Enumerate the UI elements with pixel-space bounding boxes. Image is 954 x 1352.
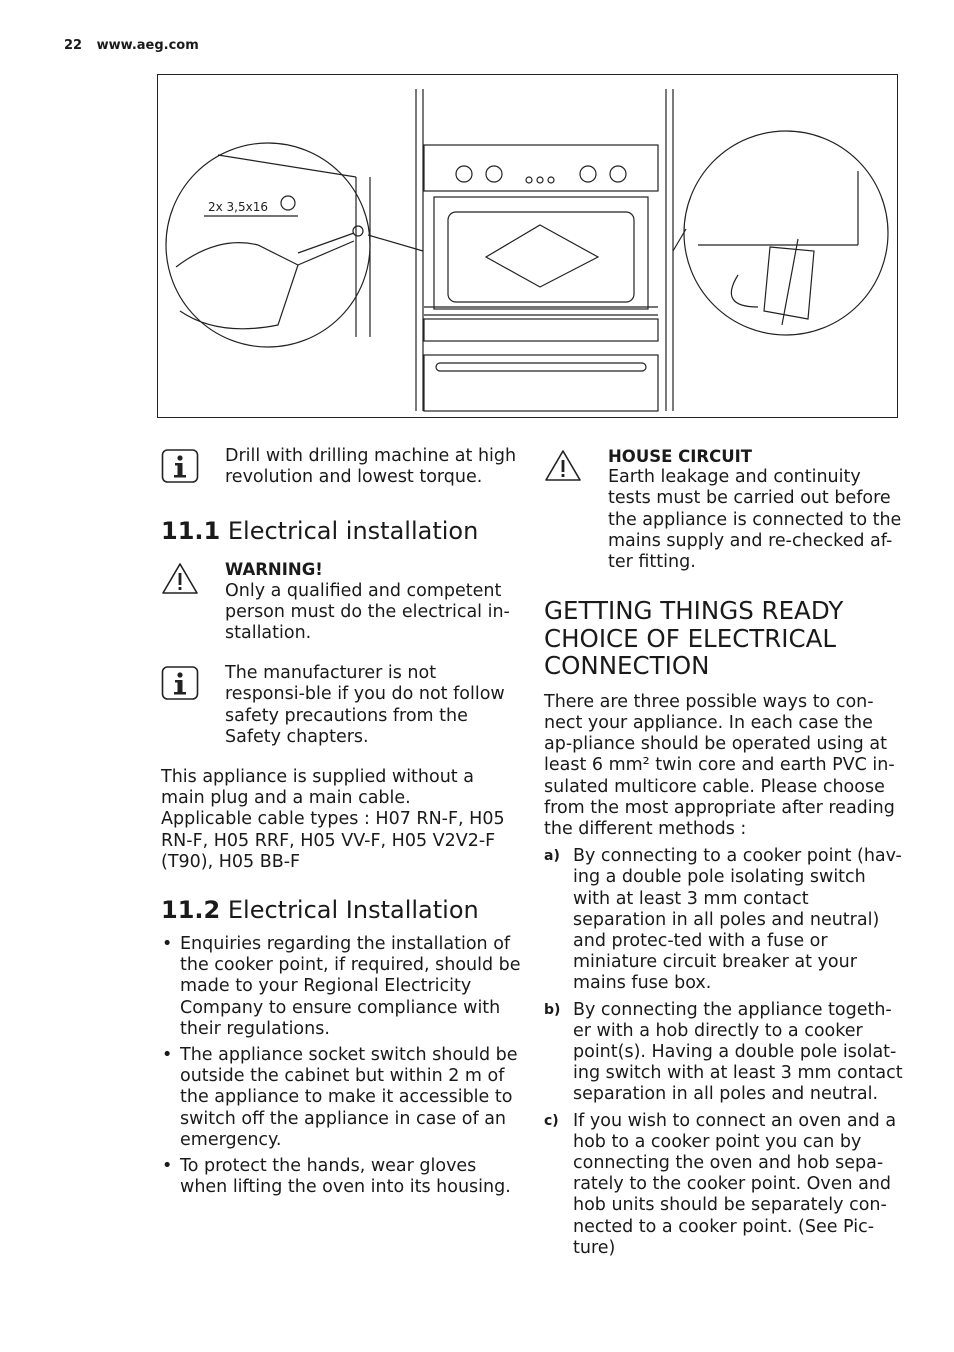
- section-11-1-heading: [161, 517, 521, 545]
- connection-heading-line: GETTING THINGS READY: [544, 596, 844, 626]
- warning-note: [161, 559, 521, 644]
- warning-icon: [544, 446, 584, 486]
- house-circuit-text: Earth leakage and continuity tests must be carried out before the appliance is connected to the mains supply and re-checked af-ter fitting.: [608, 467, 902, 573]
- method-item: [544, 846, 904, 994]
- method-marker: a): [544, 848, 560, 865]
- section-11-2-heading: [161, 896, 521, 924]
- info-icon: [161, 663, 201, 703]
- oven-installation-illustration: [158, 75, 899, 419]
- house-circuit-note: [544, 446, 904, 573]
- cable-types-paragraph: Applicable cable types : H07 RN-F, H05 RN-F, H05 RRF, H05 VV-F, H05 V2V2-F (T90), H05 BB-F: [161, 809, 505, 872]
- installation-figure: [157, 74, 898, 418]
- left-column: [161, 446, 521, 1203]
- warning-icon: [161, 559, 201, 599]
- installation-bullets: [161, 934, 521, 1198]
- site-url: www.aeg.com: [96, 38, 199, 53]
- connection-intro: There are three possible ways to con-nect your appliance. In each case the ap-pliance should be operated using at least 6 mm² twin core and earth PVC in-sulated multicore cable. Please choose from the most appropriate after reading the different methods :: [544, 691, 895, 839]
- connection-heading: [544, 597, 904, 680]
- warning-label: WARNING!: [225, 560, 323, 580]
- section-11-2-title: Electrical Installation: [227, 896, 479, 925]
- bullet-item: • Enquiries regarding the installation of the cooker point, if required, should be made to your Regional Electricity Company to ensure compliance with their regulations.: [161, 934, 521, 1040]
- info-manufacturer-text: The manufacturer is not responsi-ble if you do not follow safety precautions from the Safety chapters.: [225, 663, 505, 747]
- method-text: By connecting the appliance togeth-er with a hob directly to a cooker point(s). Having a double pole isolat-ing switch with at least 3 mm contact separation in all poles and neutral.: [573, 999, 903, 1105]
- page-number: 22: [64, 38, 83, 53]
- info-note-manufacturer: [161, 663, 521, 748]
- supply-paragraph: This appliance is supplied without a main plug and a main cable.: [161, 767, 474, 809]
- method-item: [544, 1000, 904, 1106]
- section-11-1-number: 11.1: [161, 517, 221, 546]
- info-drill-text: Drill with drilling machine at high revolution and lowest torque.: [225, 446, 517, 488]
- section-11-1-title: Electrical installation: [227, 517, 479, 546]
- method-text: By connecting to a cooker point (hav-ing a double pole isolating switch with at least 3 mm contact separation in all poles and neutral) and protec-ted with a fuse or miniature circuit breaker at your mains fuse box.: [573, 846, 902, 994]
- section-11-2-number: 11.2: [161, 896, 221, 925]
- right-column: [544, 446, 904, 1264]
- warning-text: Only a qualified and competent person must do the electrical in-stallation.: [225, 580, 510, 644]
- method-text: If you wish to connect an oven and a hob to a cooker point you can by connecting the oven and hob sepa-rately to the cooker point. Oven and hob units should be separately con-nected to a cooker point. (See Pic-ture): [573, 1110, 897, 1258]
- info-icon: [161, 446, 201, 486]
- method-marker: b): [544, 1001, 561, 1018]
- connection-heading-line: CONNECTION: [544, 651, 710, 681]
- connection-heading-line: CHOICE OF ELECTRICAL: [544, 623, 837, 653]
- page-header: [64, 38, 199, 53]
- screw-label: 2x 3,5x16: [208, 200, 269, 214]
- house-circuit-label: HOUSE CIRCUIT: [608, 447, 752, 466]
- bullet-item: • To protect the hands, wear gloves when lifting the oven into its housing.: [161, 1156, 521, 1198]
- info-note-drill: [161, 446, 521, 488]
- method-item: [544, 1111, 904, 1259]
- bullet-item: • The appliance socket switch should be outside the cabinet but within 2 m of the appliance to make it accessible to switch off the appliance in case of an emergency.: [161, 1045, 521, 1151]
- method-marker: c): [544, 1112, 559, 1129]
- connection-methods: [544, 846, 904, 1259]
